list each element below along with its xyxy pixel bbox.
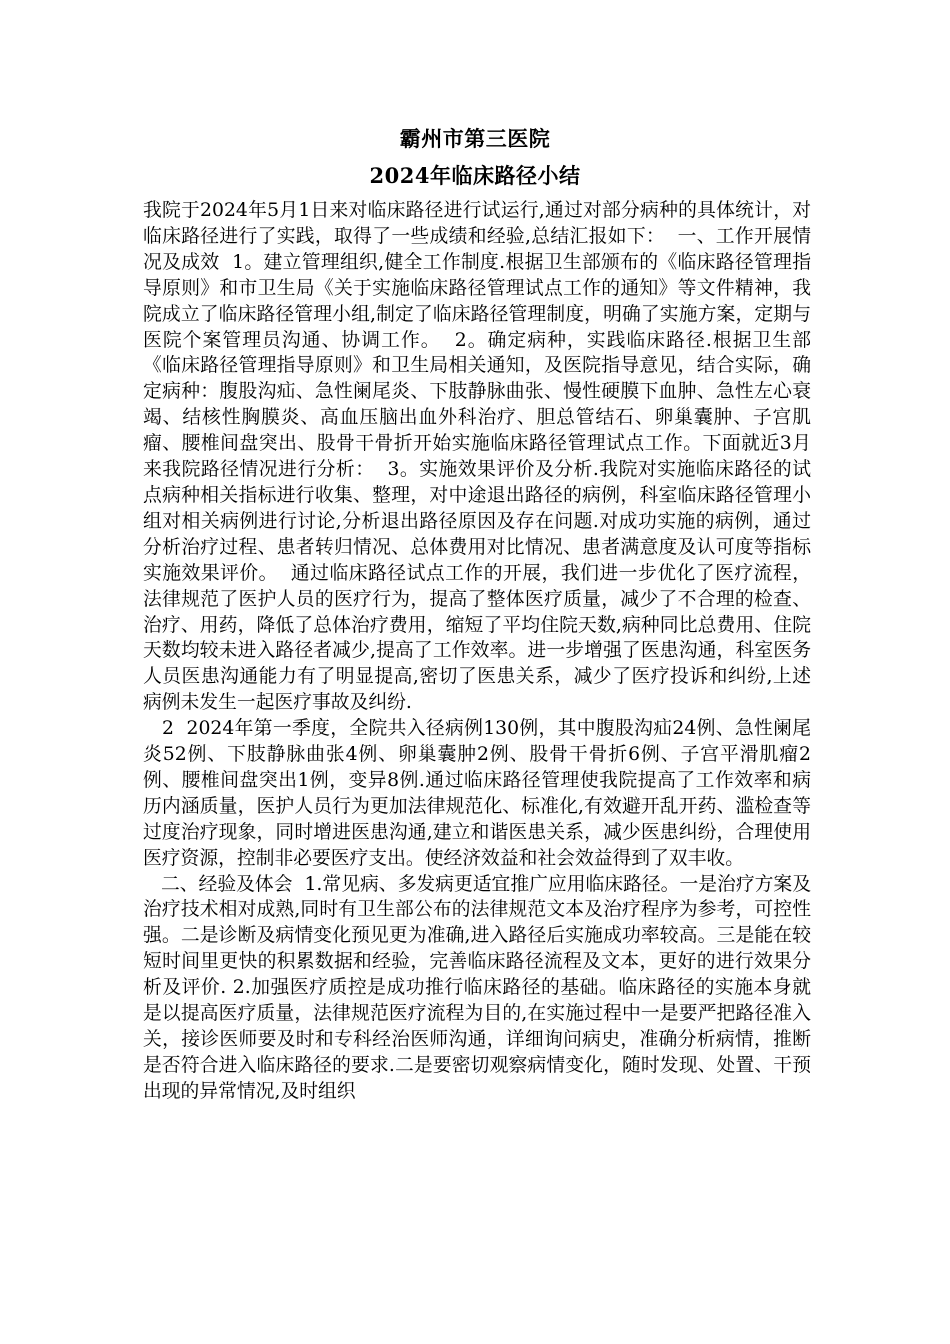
- paragraph-statistics: 2 2024年第一季度，全院共入径病例130例，其中腹股沟疝24例、急性阑尾炎52例、下肢静脉曲张4例、卵巢囊肿2例、股骨干骨折6例、子宫平滑肌瘤2例、腰椎间盘突出1例，变异8例.通过临床路径管理使我院提高了工作效率和病历内涵质量，医护人员行为更加法律规范化、标准化,有效避开乱开药、滥检查等过度治疗现象，同时增进医患沟通,建立和谐医患关系，减少医患纠纷，合理使用医疗资源，控制非必要医疗支出。使经济效益和社会效益得到了双丰收。: [143, 718, 811, 869]
- document-body: [143, 198, 811, 1105]
- report-title: 2024年临床路径小结: [369, 163, 581, 188]
- hospital-title: 霸州市第三医院: [399, 126, 551, 151]
- paragraph-overview: 我院于2024年5月1日来对临床路径进行试运行,通过对部分病种的具体统计，对临床路径进行了实践，取得了一些成绩和经验,总结汇报如下： 一、工作开展情况及成效 1。建立管理组织,健全工作制度.根据卫生部颁布的《临床路径管理指导原则》和市卫生局《关于实施临床路径管理试点工作的通知》等文件精神，我院成立了临床路径管理小组,制定了临床路径管理制度，明确了实施方案，定期与医院个案管理员沟通、协调工作。 2。确定病种，实践临床路径.根据卫生部《临床路径管理指导原则》和卫生局相关通知，及医院指导意见，结合实际，确定病种：腹股沟疝、急性阑尾炎、下肢静脉曲张、慢性硬膜下血肿、急性左心衰竭、结核性胸膜炎、高血压脑出血外科治疗、胆总管结石、卵巢囊肿、子宫肌瘤、腰椎间盘突出、股骨干骨折开始实施临床路径管理试点工作。下面就近3月来我院路径情况进行分析： 3。实施效果评价及分析.我院对实施临床路径的试点病种相关指标进行收集、整理，对中途退出路径的病例，科室临床路径管理小组对相关病例进行讨论,分析退出路径原因及存在问题.对成功实施的病例，通过分析治疗过程、患者转归情况、总体费用对比情况、患者满意度及认可度等指标实施效果评价。 通过临床路径试点工作的开展，我们进一步优化了医疗流程，法律规范了医护人员的医疗行为，提高了整体医疗质量，减少了不合理的检查、治疗、用药，降低了总体治疗费用，缩短了平均住院天数,病种同比总费用、住院天数均较未进入路径者减少,提高了工作效率。进一步增强了医患沟通，科室医务人员医患沟通能力有了明显提高,密切了医患关系，减少了医疗投诉和纠纷,上述病例未发生一起医疗事故及纠纷.: [143, 200, 811, 714]
- paragraph-experience: 二、经验及体会 1.常见病、多发病更适宜推广应用临床路径。一是治疗方案及治疗技术相对成熟,同时有卫生部公布的法律规范文本及治疗程序为参考，可控性强。二是诊断及病情变化预见更为准确,进入路径后实施成功率较高。三是能在较短时间里更快的积累数据和经验，完善临床路径流程及文本，更好的进行效果分析及评价. 2.加强医疗质控是成功推行临床路径的基础。临床路径的实施本身就是以提高医疗质量，法律规范医疗流程为目的,在实施过程中一是要严把路径准入关，接诊医师要及时和专科经治医师沟通，详细询问病史，准确分析病情，推断是否符合进入临床路径的要求.二是要密切观察病情变化，随时发现、处置、干预出现的异常情况,及时组织: [143, 873, 811, 1102]
